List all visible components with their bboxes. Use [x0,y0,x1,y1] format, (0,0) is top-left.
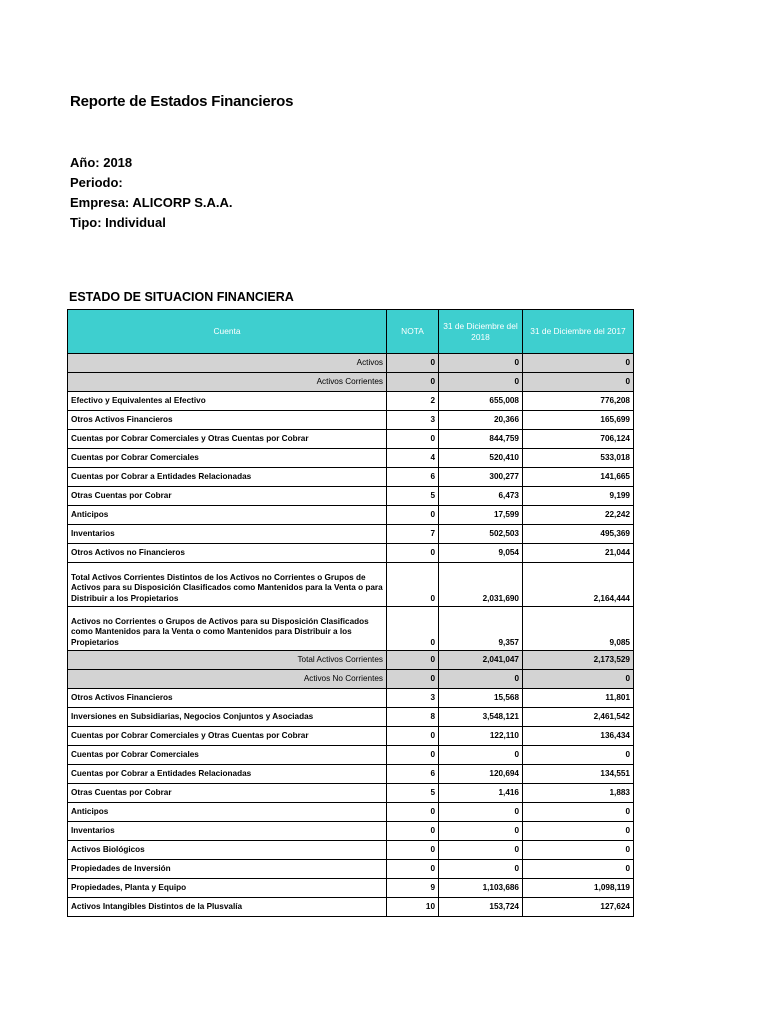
table-row [68,727,634,746]
cell-nota: 10 [387,898,439,917]
cell-nota: 9 [387,879,439,898]
cell-cuenta: Inversiones en Subsidiarias, Negocios Conjuntos y Asociadas [68,708,387,727]
cell-2018: 0 [439,354,523,373]
table-row [68,746,634,765]
meta-year: Año: 2018 [70,155,133,170]
table-row [68,607,634,651]
cell-2018: 0 [439,373,523,392]
cell-2018: 502,503 [439,525,523,544]
table-header-row [68,310,634,354]
cell-cuenta: Otras Cuentas por Cobrar [68,487,387,506]
table-row [68,506,634,525]
financial-table [67,309,634,917]
table-row [68,373,634,392]
cell-cuenta: Activos Biológicos [68,841,387,860]
cell-2017: 495,369 [523,525,634,544]
cell-nota: 0 [387,430,439,449]
header-nota: NOTA [387,310,439,354]
cell-2017: 22,242 [523,506,634,525]
cell-2017: 2,164,444 [523,563,634,607]
cell-cuenta: Activos Intangibles Distintos de la Plusvalía [68,898,387,917]
table-row [68,411,634,430]
cell-2018: 520,410 [439,449,523,468]
cell-2018: 0 [439,670,523,689]
cell-2018: 9,054 [439,544,523,563]
cell-2017: 0 [523,803,634,822]
cell-2017: 0 [523,670,634,689]
cell-cuenta: Cuentas por Cobrar Comerciales [68,449,387,468]
cell-nota: 8 [387,708,439,727]
cell-cuenta: Total Activos Corrientes Distintos de los Activos no Corrientes o Grupos de Activos para su Disposición Clasificados como Mantenidos para la Venta o para Distribuir a los Propietarios [68,563,387,607]
table-row [68,784,634,803]
report-meta [70,153,233,233]
cell-nota: 0 [387,822,439,841]
cell-nota: 0 [387,373,439,392]
cell-nota: 4 [387,449,439,468]
cell-2018: 655,008 [439,392,523,411]
cell-nota: 0 [387,544,439,563]
table-body [68,354,634,917]
cell-cuenta: Anticipos [68,803,387,822]
cell-2018: 0 [439,803,523,822]
cell-2018: 300,277 [439,468,523,487]
cell-nota: 5 [387,487,439,506]
cell-2017: 533,018 [523,449,634,468]
cell-cuenta: Cuentas por Cobrar Comerciales [68,746,387,765]
cell-2017: 0 [523,373,634,392]
cell-cuenta: Otras Cuentas por Cobrar [68,784,387,803]
table-row [68,860,634,879]
cell-nota: 3 [387,411,439,430]
meta-type: Tipo: Individual [70,215,166,230]
cell-2018: 120,694 [439,765,523,784]
cell-nota: 0 [387,670,439,689]
cell-2018: 153,724 [439,898,523,917]
table-row [68,689,634,708]
table-row [68,708,634,727]
cell-cuenta: Activos [68,354,387,373]
cell-2017: 9,199 [523,487,634,506]
table-row [68,430,634,449]
cell-2018: 0 [439,822,523,841]
cell-nota: 0 [387,563,439,607]
table-row [68,765,634,784]
cell-nota: 6 [387,468,439,487]
cell-2017: 2,173,529 [523,651,634,670]
cell-nota: 5 [387,784,439,803]
cell-nota: 7 [387,525,439,544]
cell-nota: 0 [387,803,439,822]
table-row [68,487,634,506]
cell-cuenta: Activos no Corrientes o Grupos de Activos para su Disposición Clasificados como Mantenidos para la Venta o como Mantenidos para Distribuir a los Propietarios [68,607,387,651]
header-2017: 31 de Diciembre del 2017 [523,310,634,354]
cell-2018: 1,416 [439,784,523,803]
cell-2018: 0 [439,860,523,879]
cell-nota: 0 [387,860,439,879]
table-row [68,563,634,607]
cell-2017: 21,044 [523,544,634,563]
cell-2018: 1,103,686 [439,879,523,898]
cell-2018: 17,599 [439,506,523,525]
table-row [68,354,634,373]
cell-2018: 0 [439,746,523,765]
cell-nota: 0 [387,354,439,373]
cell-cuenta: Otros Activos Financieros [68,411,387,430]
cell-2017: 165,699 [523,411,634,430]
cell-cuenta: Cuentas por Cobrar Comerciales y Otras Cuentas por Cobrar [68,430,387,449]
cell-cuenta: Total Activos Corrientes [68,651,387,670]
cell-2018: 9,357 [439,607,523,651]
table-row [68,822,634,841]
section-title: ESTADO DE SITUACION FINANCIERA [69,290,294,304]
cell-2018: 0 [439,841,523,860]
table-row [68,392,634,411]
cell-2018: 2,041,047 [439,651,523,670]
cell-nota: 3 [387,689,439,708]
cell-cuenta: Inventarios [68,525,387,544]
cell-cuenta: Anticipos [68,506,387,525]
report-title: Reporte de Estados Financieros [70,93,294,110]
cell-cuenta: Efectivo y Equivalentes al Efectivo [68,392,387,411]
cell-2017: 2,461,542 [523,708,634,727]
cell-nota: 0 [387,746,439,765]
cell-2017: 1,883 [523,784,634,803]
cell-nota: 0 [387,506,439,525]
cell-cuenta: Activos Corrientes [68,373,387,392]
header-cuenta: Cuenta [68,310,387,354]
cell-cuenta: Propiedades, Planta y Equipo [68,879,387,898]
cell-2017: 0 [523,822,634,841]
cell-nota: 0 [387,651,439,670]
cell-2017: 141,665 [523,468,634,487]
cell-2017: 0 [523,841,634,860]
cell-nota: 0 [387,841,439,860]
cell-2017: 1,098,119 [523,879,634,898]
table-row [68,841,634,860]
cell-cuenta: Cuentas por Cobrar a Entidades Relacionadas [68,468,387,487]
cell-cuenta: Otros Activos Financieros [68,689,387,708]
cell-cuenta: Inventarios [68,822,387,841]
table-row [68,651,634,670]
cell-cuenta: Cuentas por Cobrar Comerciales y Otras Cuentas por Cobrar [68,727,387,746]
cell-nota: 0 [387,607,439,651]
cell-nota: 2 [387,392,439,411]
cell-2018: 2,031,690 [439,563,523,607]
header-2018: 31 de Diciembre del 2018 [439,310,523,354]
cell-cuenta: Activos No Corrientes [68,670,387,689]
cell-2017: 136,434 [523,727,634,746]
cell-2017: 127,624 [523,898,634,917]
cell-2017: 0 [523,354,634,373]
cell-2017: 11,801 [523,689,634,708]
cell-2018: 844,759 [439,430,523,449]
meta-period: Periodo: [70,175,123,190]
table-row [68,670,634,689]
table-row [68,803,634,822]
table-row [68,525,634,544]
table-row [68,898,634,917]
meta-company: Empresa: ALICORP S.A.A. [70,195,233,210]
cell-2018: 15,568 [439,689,523,708]
cell-nota: 0 [387,727,439,746]
cell-2017: 0 [523,860,634,879]
table-row [68,468,634,487]
cell-2018: 3,548,121 [439,708,523,727]
table-row [68,544,634,563]
cell-2017: 706,124 [523,430,634,449]
cell-2017: 134,551 [523,765,634,784]
cell-cuenta: Cuentas por Cobrar a Entidades Relacionadas [68,765,387,784]
cell-cuenta: Propiedades de Inversión [68,860,387,879]
cell-2017: 776,208 [523,392,634,411]
cell-2017: 0 [523,746,634,765]
cell-2018: 6,473 [439,487,523,506]
cell-nota: 6 [387,765,439,784]
cell-cuenta: Otros Activos no Financieros [68,544,387,563]
table-row [68,879,634,898]
table-row [68,449,634,468]
cell-2017: 9,085 [523,607,634,651]
cell-2018: 20,366 [439,411,523,430]
cell-2018: 122,110 [439,727,523,746]
